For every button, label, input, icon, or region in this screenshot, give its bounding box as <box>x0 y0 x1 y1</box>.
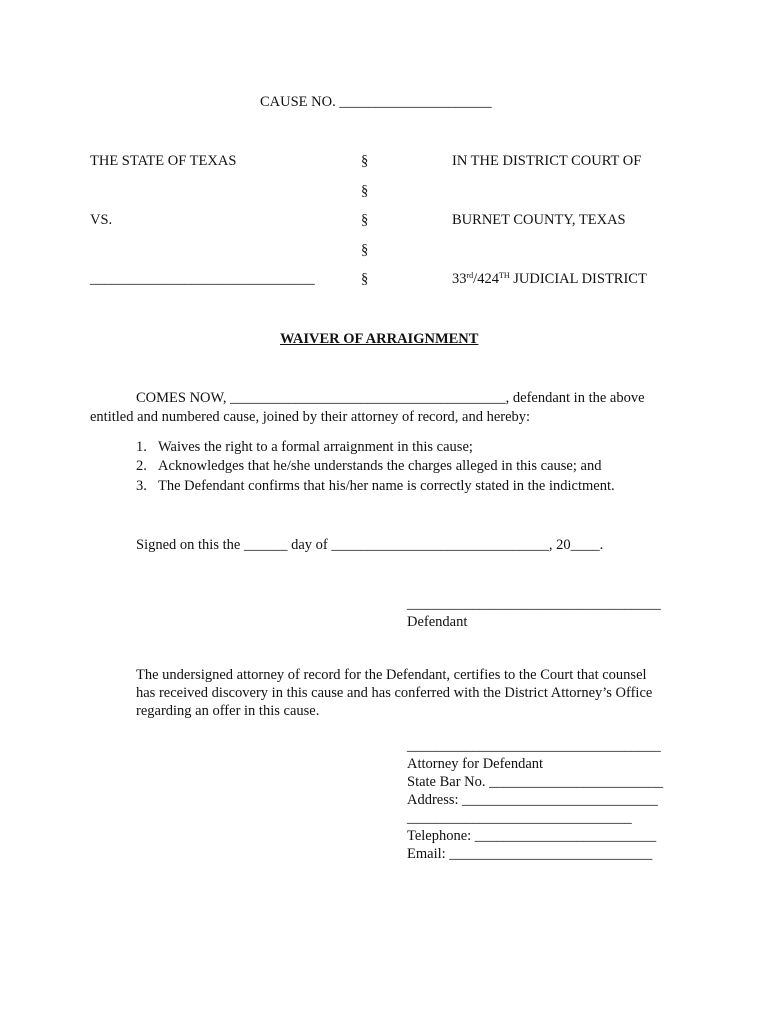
attorney-label: Attorney for Defendant <box>407 756 544 772</box>
district-number-2: /424 <box>473 271 499 287</box>
cause-number: CAUSE NO. _____________________ <box>260 94 492 110</box>
section-symbol: § <box>361 242 369 258</box>
district-number-1: 33 <box>452 271 467 287</box>
telephone-field: Telephone: _________________________ <box>407 828 657 844</box>
attorney-signature-line: ___________________________________ <box>407 738 661 754</box>
caption-county: BURNET COUNTY, TEXAS <box>452 212 626 228</box>
section-symbol: § <box>361 271 369 287</box>
caption-defendant-line: _______________________________ <box>90 271 315 287</box>
address-line-2: _______________________________ <box>407 810 632 826</box>
list-item <box>136 478 615 495</box>
list-number: 3. <box>136 478 147 494</box>
caption-court: IN THE DISTRICT COURT OF <box>452 153 642 169</box>
district-suffix-2: TH <box>498 271 510 280</box>
defendant-label: Defendant <box>407 614 468 630</box>
caption-vs: VS. <box>90 212 113 228</box>
defendant-signature-line: ___________________________________ <box>407 596 661 612</box>
list-text: Acknowledges that he/she understands the charges alleged in this cause; and <box>158 458 602 474</box>
state-bar-field: State Bar No. ________________________ <box>407 774 664 790</box>
caption-state: THE STATE OF TEXAS <box>90 153 237 169</box>
signed-date-line: Signed on this the ______ day of ______________________________, 20____. <box>136 537 604 553</box>
email-field: Email: ____________________________ <box>407 846 653 862</box>
attorney-statement-line-1: The undersigned attorney of record for the Defendant, certifies to the Court that counsel <box>136 667 647 683</box>
list-item <box>136 458 601 475</box>
intro-line-2: entitled and numbered cause, joined by their attorney of record, and hereby: <box>90 409 531 425</box>
list-number: 1. <box>136 439 147 455</box>
attorney-statement-line-3: regarding an offer in this cause. <box>136 703 320 719</box>
section-symbol: § <box>361 153 369 169</box>
list-number: 2. <box>136 458 147 474</box>
district-suffix-1: rd <box>466 271 474 280</box>
list-item <box>136 439 473 456</box>
list-text: The Defendant confirms that his/her name is correctly stated in the indictment. <box>158 478 615 494</box>
document-title: WAIVER OF ARRAIGNMENT <box>280 331 479 347</box>
address-field: Address: ___________________________ <box>407 792 658 808</box>
district-label: JUDICIAL DISTRICT <box>509 271 647 287</box>
section-symbol: § <box>361 212 369 228</box>
intro-line-1: COMES NOW, ______________________________________, defendant in the above <box>136 390 645 406</box>
section-symbol: § <box>361 183 369 199</box>
attorney-statement-line-2: has received discovery in this cause and has conferred with the District Attorney’s Office <box>136 685 653 701</box>
caption-district <box>452 271 647 288</box>
list-text: Waives the right to a formal arraignment in this cause; <box>158 439 473 455</box>
